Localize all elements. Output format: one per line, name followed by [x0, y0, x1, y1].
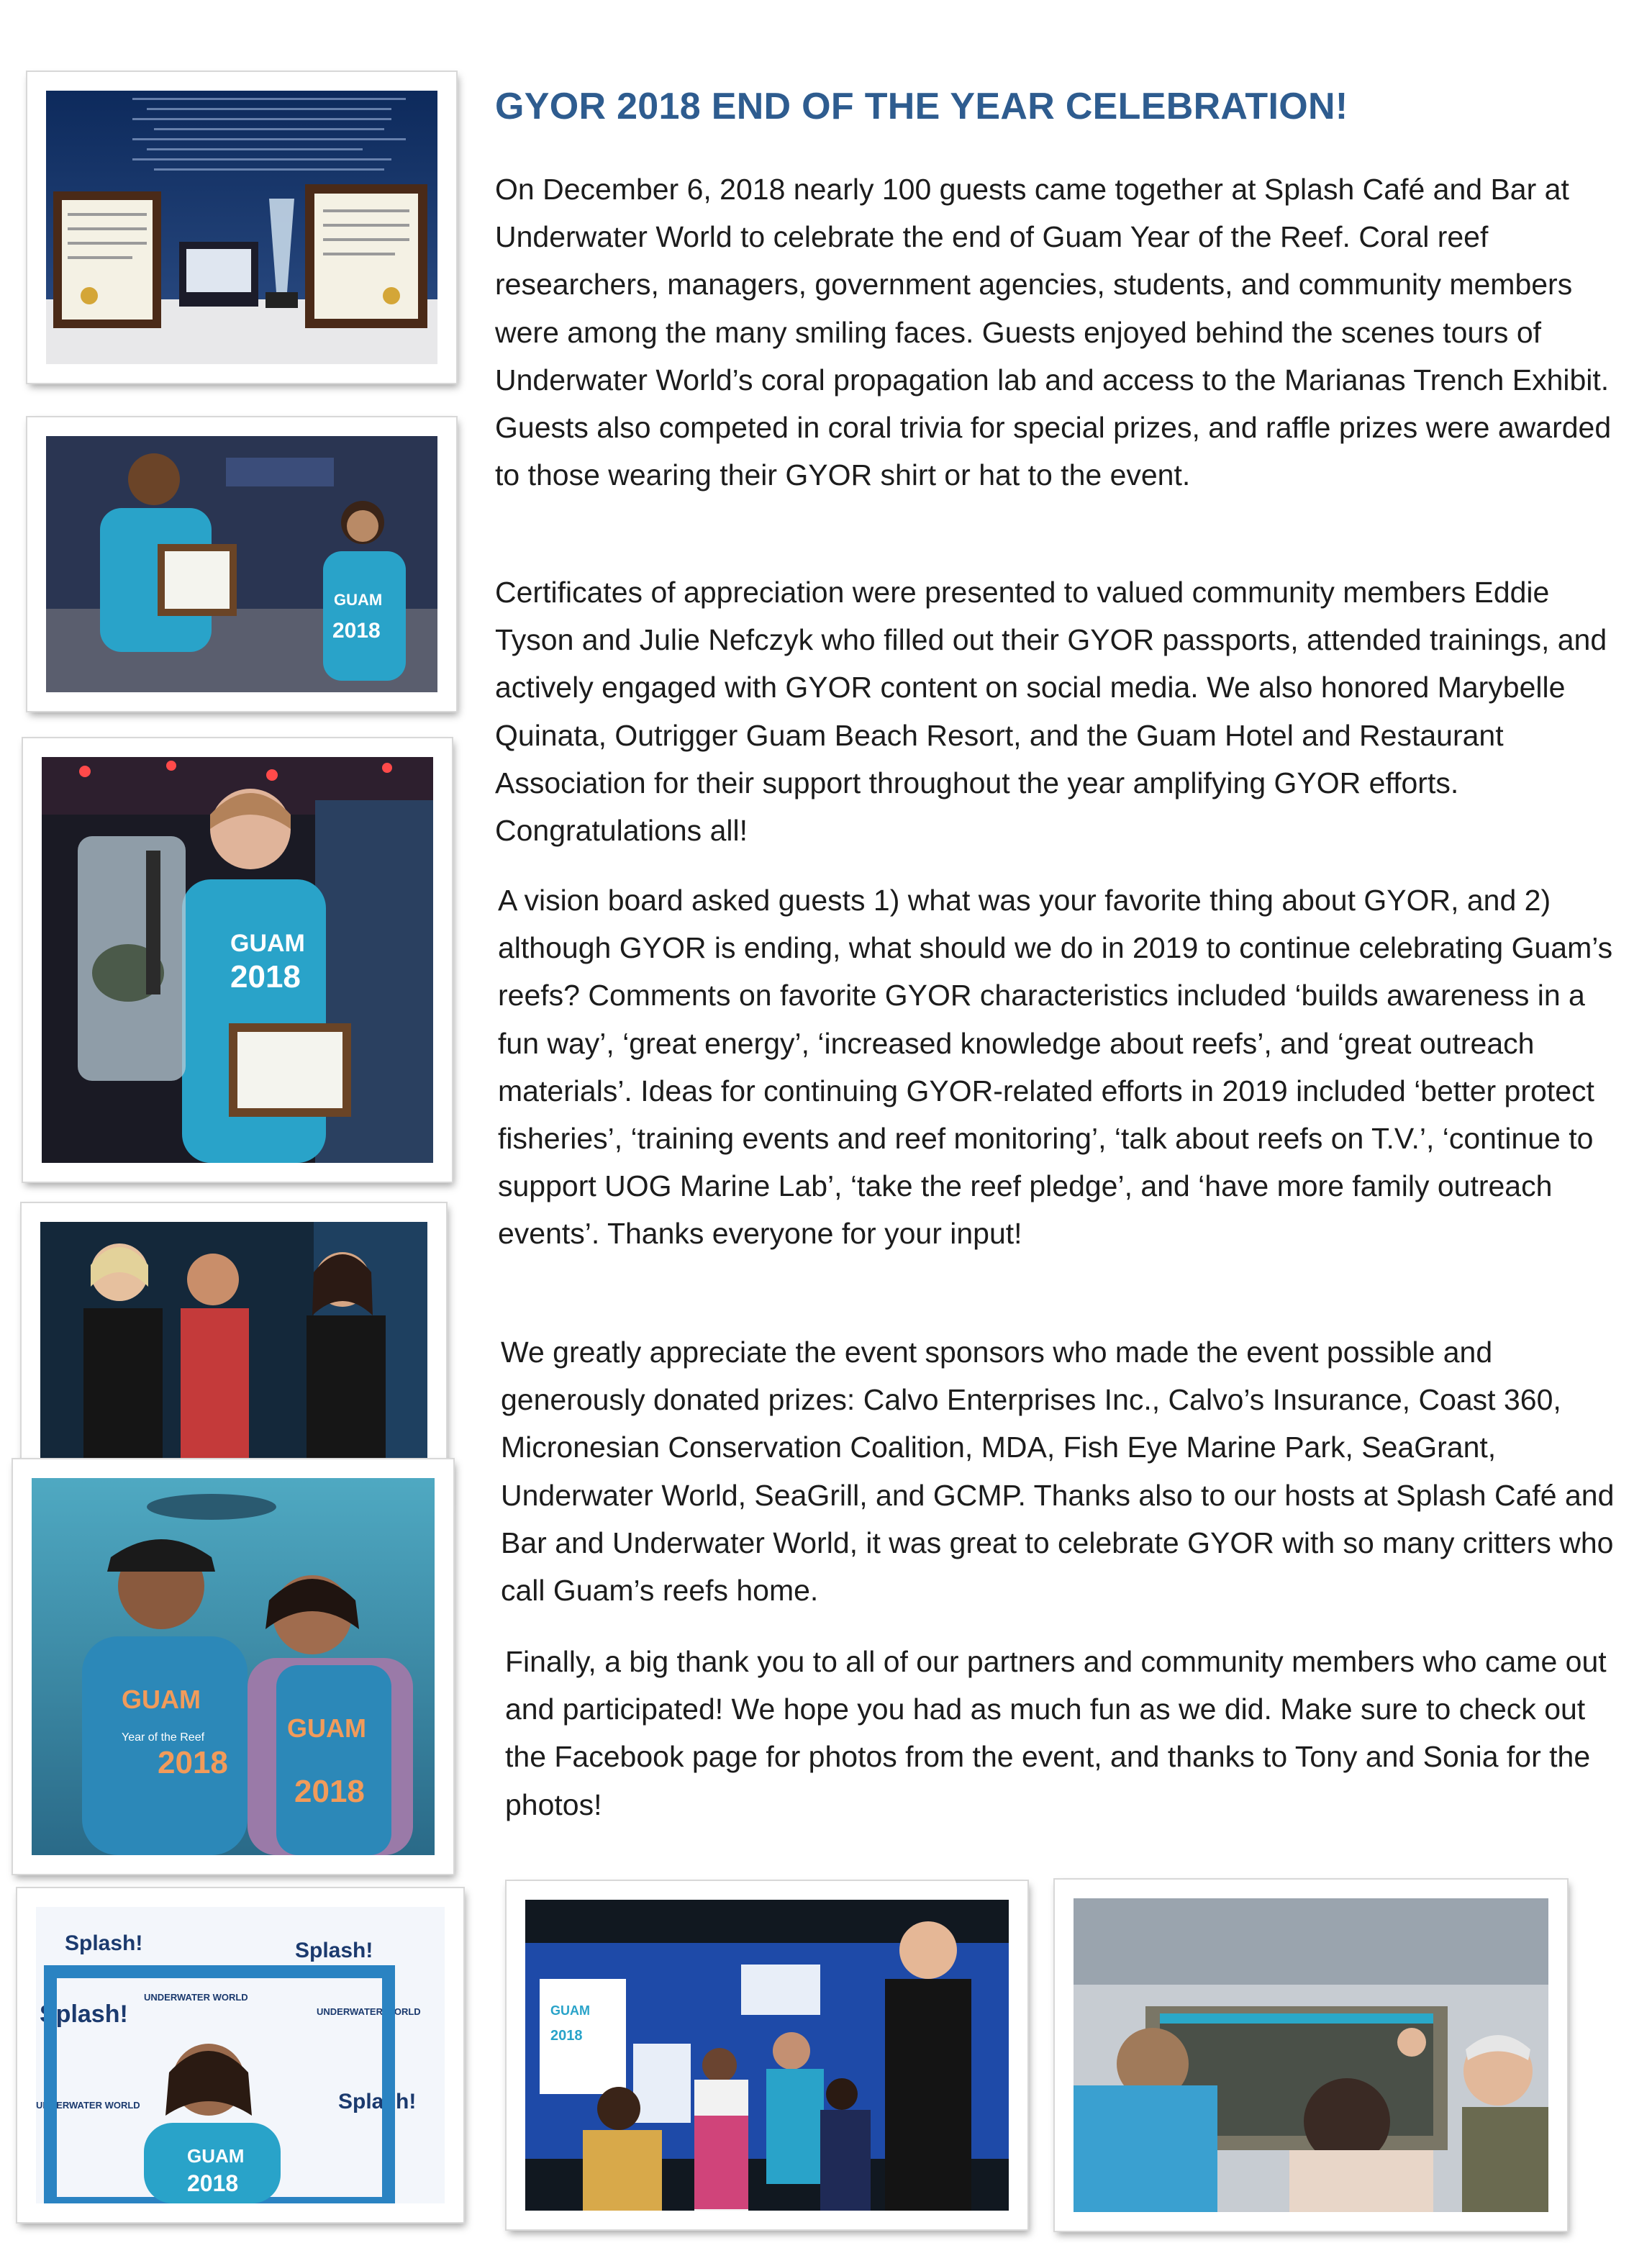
svg-text:Splash!: Splash!: [65, 1931, 143, 1955]
svg-text:UNDERWATER WORLD: UNDERWATER WORLD: [144, 1992, 248, 2003]
photo-coral-lab-tour: [1055, 1880, 1567, 2231]
shirt-text-year: 2018: [332, 619, 381, 643]
photo-vision-board: [507, 1881, 1027, 2229]
svg-text:2018: 2018: [294, 1774, 365, 1809]
svg-text:2018: 2018: [187, 2170, 239, 2196]
paragraph-intro: On December 6, 2018 nearly 100 guests came together at Splash Café and Bar at Underwater World to celebrate the end of Guam Year of the Reef. Coral reef researchers, managers, government agencies, students, and community members were among the many smiling faces. Guests enjoyed behind the scenes tours of Underwater World’s coral propagation lab and access to the Marianas Trench Exhibit. Guests also competed in coral trivia for special prizes, and raffle prizes were awarded to those wearing their GYOR shirt or hat to the event.: [495, 173, 1612, 492]
paragraph-certificates: Certificates of appreciation were presented to valued community members Eddie Tyson and Julie Nefczyk who filled out their GYOR passports, attended trainings, and actively engaged with GYOR content on social media. We also honored Marybelle Quinata, Outrigger Guam Beach Resort, and the Guam Hotel and Restaurant Association for their support throughout the year amplifying GYOR efforts. Congratulations all!: [495, 576, 1607, 848]
svg-text:GUAM: GUAM: [550, 2003, 590, 2018]
shirt-text-guam: GUAM: [334, 591, 383, 609]
photo-snorkel-prize: [23, 738, 452, 1182]
svg-text:GUAM: GUAM: [122, 1685, 201, 1714]
svg-text:GUAM: GUAM: [230, 930, 305, 957]
svg-text:2018: 2018: [230, 959, 301, 994]
photo-certificates-trophy: [27, 72, 456, 383]
svg-text:GUAM: GUAM: [287, 1713, 366, 1743]
svg-text:2018: 2018: [158, 1745, 228, 1780]
svg-text:Splash!: Splash!: [295, 1939, 373, 1962]
photo-two-guests: [13, 1459, 453, 1874]
paragraph-vision-board: A vision board asked guests 1) what was your favorite thing about GYOR, and 2) although GYOR is ending, what should we do in 2019 to continue celebrating Guam’s reefs? Comments on favorite GYOR characteristics included ‘builds awareness in a fun way’, ‘great energy’, ‘increased knowledge about reefs’, and ‘great outreach materials’. Ideas for continuing GYOR-related efforts in 2019 included ‘better protect fisheries’, ‘training events and reef monitoring’, ‘talk about reefs on T.V.’, ‘continue to support UOG Marine Lab’, ‘take the reef pledge’, and ‘have more family outreach events’. Thanks everyone for your input!: [498, 884, 1613, 1251]
page-title: GYOR 2018 END OF THE YEAR CELEBRATION!: [495, 86, 1348, 127]
paragraph-thanks: Finally, a big thank you to all of our partners and community members who came out and participated! We hope you had as much fun as we did. Make sure to check out the Facebook page for photos from the event, and thanks to Tony and Sonia for the photos!: [505, 1645, 1607, 1821]
svg-text:Splash!: Splash!: [40, 2000, 128, 2028]
svg-text:GUAM: GUAM: [187, 2145, 245, 2167]
svg-text:Splash!: Splash!: [338, 2090, 417, 2113]
svg-text:Year of the Reef: Year of the Reef: [122, 1731, 205, 1744]
photo-photo-booth-frame: [17, 1888, 463, 2222]
svg-text:UNDERWATER WORLD: UNDERWATER WORLD: [317, 2006, 421, 2017]
svg-text:2018: 2018: [550, 2028, 583, 2044]
photo-certificate-recipients: [27, 417, 456, 711]
paragraph-sponsors: We greatly appreciate the event sponsors who made the event possible and generously donated prizes: Calvo Enterprises Inc., Calvo’s Insurance, Coast 360, Micronesian Conservation Coalition, MDA, Fish Eye Marine Park, SeaGrant, Underwater World, SeaGrill, and GCMP. Thanks also to our hosts at Splash Café and Bar and Underwater World, it was great to celebrate GYOR with so many critters who call Guam’s reefs home.: [501, 1336, 1615, 1608]
svg-text:UNDERWATER WORLD: UNDERWATER WORLD: [36, 2100, 140, 2111]
